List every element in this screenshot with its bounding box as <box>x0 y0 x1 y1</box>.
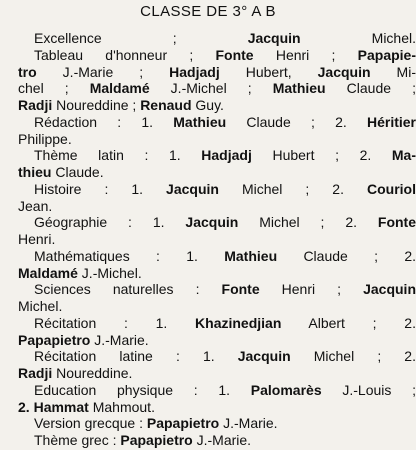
text-line: Récitation : 1. Khazinedjian Albert ; 2. <box>34 315 416 331</box>
text-line: Sciences naturelles : Fonte Henri ; Jacquin <box>34 281 416 297</box>
text-line: Jean. <box>18 198 53 214</box>
text-line: Version grecque : Papapietro J.-Marie. <box>34 415 278 431</box>
text-line: Récitation latine : 1. Jacquin Michel ; 2. <box>34 348 416 364</box>
text-line: Education physique : 1. Palomarès J.-Louis ; <box>34 382 416 398</box>
text-line: Philippe. <box>18 131 72 147</box>
text-line: Henri. <box>18 231 56 247</box>
text-line: Maldamé J.-Michel. <box>18 265 142 281</box>
text-line: Thème grec : Papapietro J.-Marie. <box>34 432 252 448</box>
text-line: Michel. <box>18 298 63 314</box>
text-line: Mathématiques : 1. Mathieu Claude ; 2. <box>34 248 416 264</box>
text-line: Rédaction : 1. Mathieu Claude ; 2. Héritier <box>34 114 416 130</box>
text-line: Histoire : 1. Jacquin Michel ; 2. Couriol <box>34 181 416 197</box>
text-line: Géographie : 1. Jacquin Michel ; 2. Fonte <box>34 214 416 230</box>
text-line: Radji Noureddine. <box>18 365 133 381</box>
class-heading: CLASSE DE 3° A B <box>140 3 276 20</box>
text-line: thieu Claude. <box>18 164 104 180</box>
text-line: Thème latin : 1. Hadjadj Hubert ; 2. Ma- <box>34 147 416 163</box>
text-line: Excellence ; Jacquin Michel. <box>34 30 416 46</box>
text-line: chel ; Maldamé J.-Michel ; Mathieu Claude ; <box>18 80 416 96</box>
text-line: Tableau d'honneur ; Fonte Henri ; Papapie- <box>34 47 416 63</box>
text-line: Papapietro J.-Marie. <box>18 332 149 348</box>
text-line: 2. Hammat Mahmout. <box>18 399 155 415</box>
text-line: Radji Noureddine ; Renaud Guy. <box>18 97 224 113</box>
text-line: tro J.-Marie ; Hadjadj Hubert, Jacquin Mi- <box>18 64 416 80</box>
